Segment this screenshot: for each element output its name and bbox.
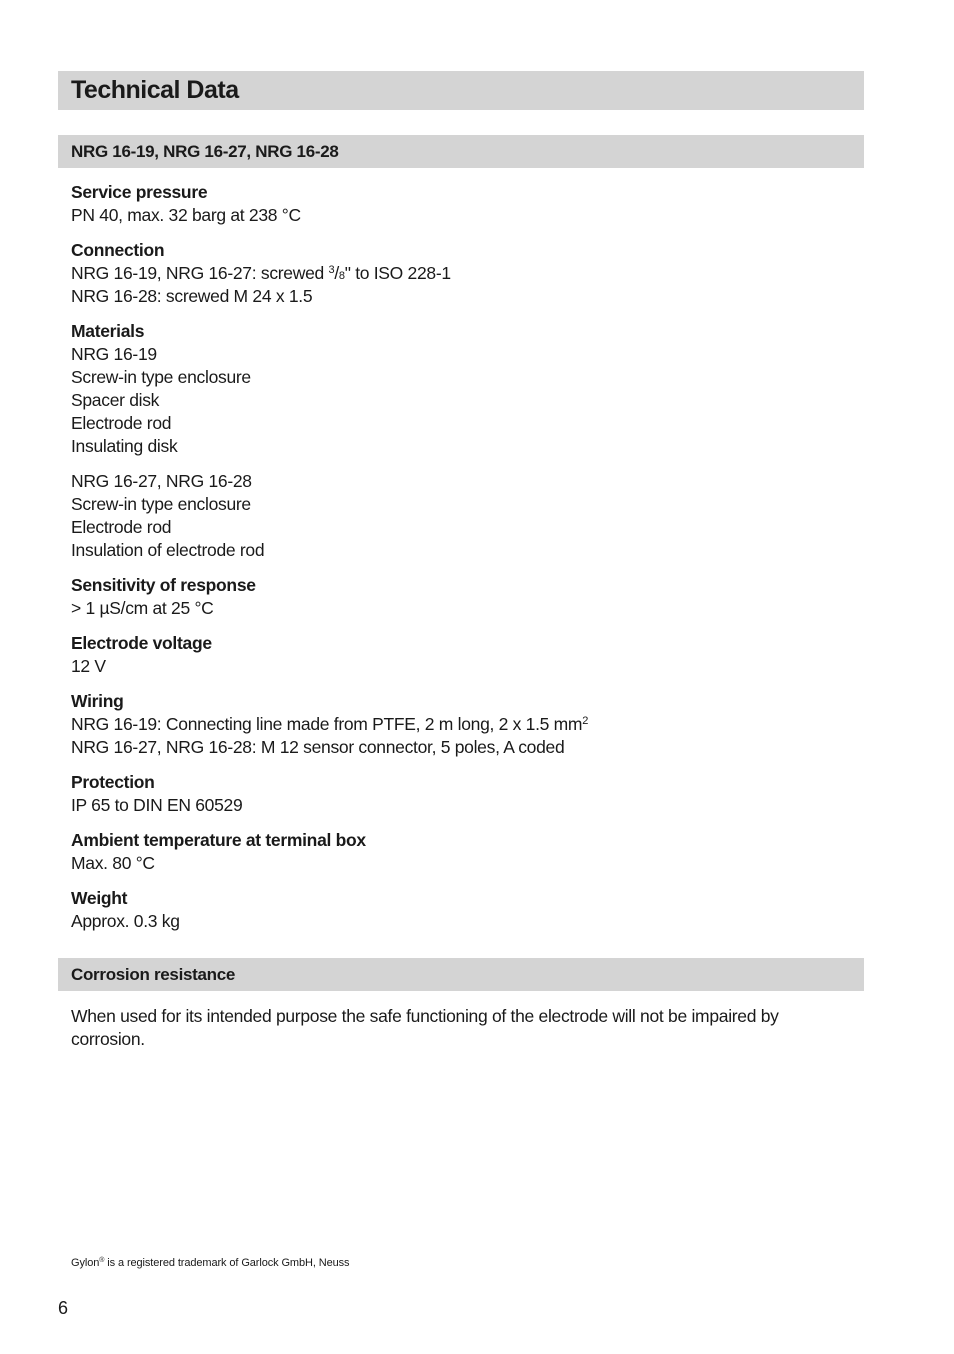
connection-line-1-prefix: NRG 16-19, NRG 16-27: screwed <box>71 263 329 283</box>
models-heading: NRG 16-19, NRG 16-27, NRG 16-28 <box>58 135 864 168</box>
service-pressure-value: PN 40, max. 32 barg at 238 °C <box>71 205 301 225</box>
materials-item: Electrode rod <box>71 413 172 433</box>
materials-section <box>71 320 851 458</box>
connection-line-1 <box>71 262 851 285</box>
page-title: Technical Data <box>58 71 864 110</box>
materials-item: Screw-in type enclosure <box>71 367 251 387</box>
service-pressure-section <box>71 181 851 227</box>
materials-item: Electrode rod <box>71 517 172 537</box>
protection-section <box>71 771 851 817</box>
service-pressure-label: Service pressure <box>71 182 208 202</box>
footnote-brand: Gylon <box>71 1257 100 1269</box>
page-number: 6 <box>58 1298 69 1318</box>
registered-mark: ® <box>99 1257 105 1264</box>
corrosion-heading: Corrosion resistance <box>58 958 864 991</box>
materials-item: Insulation of electrode rod <box>71 540 265 560</box>
sensitivity-section <box>71 574 851 620</box>
ambient-label: Ambient temperature at terminal box <box>71 830 366 850</box>
protection-label: Protection <box>71 772 155 792</box>
fraction-slash: / <box>334 263 339 283</box>
ambient-section <box>71 829 851 875</box>
wiring-line-2: NRG 16-27, NRG 16-28: M 12 sensor connector, 5 poles, A coded <box>71 737 565 757</box>
footnote <box>71 1257 349 1269</box>
electrode-voltage-section <box>71 632 851 678</box>
sensitivity-label: Sensitivity of response <box>71 575 256 595</box>
spec-list <box>71 181 851 945</box>
connection-section <box>71 239 851 308</box>
materials-item: Insulating disk <box>71 436 178 456</box>
weight-value: Approx. 0.3 kg <box>71 911 180 931</box>
wiring-line-1 <box>71 713 851 736</box>
wiring-line-1-text: NRG 16-19: Connecting line made from PTFE, 2 m long, 2 x 1.5 mm <box>71 714 583 734</box>
footnote-text: is a registered trademark of Garlock GmbH, Neuss <box>104 1257 350 1269</box>
connection-line-2: NRG 16-28: screwed M 24 x 1.5 <box>71 286 313 306</box>
materials-item: Screw-in type enclosure <box>71 494 251 514</box>
weight-label: Weight <box>71 888 128 908</box>
materials-item: NRG 16-19 <box>71 344 157 364</box>
sensitivity-value: > 1 µS/cm at 25 °C <box>71 598 214 618</box>
electrode-voltage-label: Electrode voltage <box>71 633 212 653</box>
protection-value: IP 65 to DIN EN 60529 <box>71 795 243 815</box>
weight-section <box>71 887 851 933</box>
materials-group-2 <box>71 470 851 562</box>
materials-label: Materials <box>71 321 145 341</box>
materials-item: Spacer disk <box>71 390 160 410</box>
connection-label: Connection <box>71 240 165 260</box>
connection-line-1-suffix: " to ISO 228-1 <box>344 263 451 283</box>
fraction-denominator: 8 <box>338 270 345 282</box>
ambient-value: Max. 80 °C <box>71 853 155 873</box>
wiring-label: Wiring <box>71 691 124 711</box>
wiring-section <box>71 690 851 759</box>
materials-item: NRG 16-27, NRG 16-28 <box>71 471 252 491</box>
corrosion-text: When used for its intended purpose the safe functioning of the electrode will not be impaired by corrosion. <box>71 1006 779 1049</box>
electrode-voltage-value: 12 V <box>71 656 106 676</box>
fraction-numerator: 3 <box>328 264 335 276</box>
wiring-superscript: 2 <box>582 715 589 727</box>
